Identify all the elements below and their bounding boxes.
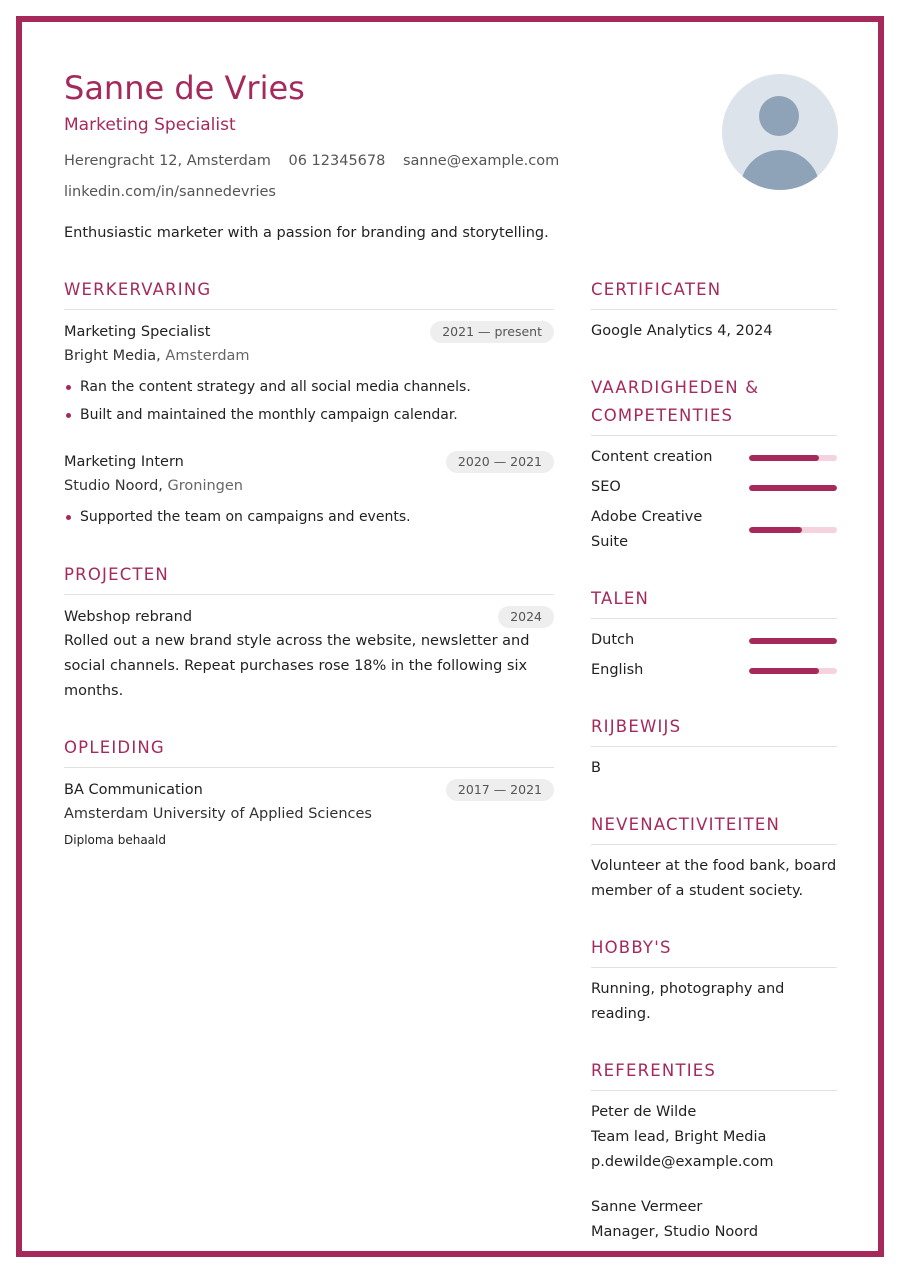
language-level-bar <box>749 638 837 644</box>
language-name: Dutch <box>591 632 635 648</box>
project-entry <box>64 604 554 704</box>
skills-section <box>591 374 837 555</box>
company-name: Studio Noord, <box>64 478 163 494</box>
skill-name: SEO <box>591 479 621 495</box>
date-badge: 2017 — 2021 <box>446 779 554 801</box>
contact-details <box>64 151 572 171</box>
company-name: Bright Media, <box>64 348 161 364</box>
education-note: Diploma behaald <box>64 833 166 847</box>
list-item: Built and maintained the monthly campaign calendar. <box>64 401 554 429</box>
license-value: B <box>591 760 601 776</box>
education-entry <box>64 777 554 853</box>
projects-section <box>64 561 554 704</box>
work-role: Marketing Intern <box>64 453 184 470</box>
resume-page <box>16 16 884 1257</box>
language-level-fill <box>749 668 819 674</box>
reference-name: Sanne Vermeer <box>591 1199 703 1215</box>
skill-level-fill <box>749 455 819 461</box>
hobbies-section <box>591 934 837 1027</box>
candidate-name: Sanne de Vries <box>64 69 305 107</box>
section-title-projects: PROJECTEN <box>64 561 554 595</box>
references-section <box>591 1057 837 1245</box>
school-name: Amsterdam University of Applied Sciences <box>64 806 372 822</box>
section-title-license: RIJBEWIJS <box>591 713 837 747</box>
education-section <box>64 734 554 853</box>
work-entry <box>64 319 554 429</box>
reference-role: Manager, Studio Noord <box>591 1224 759 1240</box>
email-link[interactable]: sanne@example.com <box>402 153 560 169</box>
project-name: Webshop rebrand <box>64 608 193 625</box>
work-bullets <box>64 373 554 429</box>
linkedin-line <box>64 182 289 202</box>
avatar <box>722 74 838 190</box>
reference-entry <box>591 1195 837 1245</box>
language-level-fill <box>749 638 837 644</box>
reference-contact[interactable]: p.dewilde@example.com <box>591 1154 774 1170</box>
activities-section <box>591 811 837 904</box>
date-badge: 2020 — 2021 <box>446 451 554 473</box>
reference-role: Team lead, Bright Media <box>591 1129 767 1145</box>
skill-level-bar <box>749 455 837 461</box>
language-name: English <box>591 662 644 678</box>
skill-level-bar <box>749 485 837 491</box>
list-item: Ran the content strategy and all social media channels. <box>64 373 554 401</box>
certificate-item: Google Analytics 4, 2024 <box>591 323 773 339</box>
list-item: Supported the team on campaigns and events. <box>64 503 554 531</box>
section-title-references: REFERENTIES <box>591 1057 837 1091</box>
degree-name: BA Communication <box>64 781 203 798</box>
phone-text: 06 12345678 <box>288 153 386 169</box>
linkedin-link[interactable]: linkedin.com/in/sannedevries <box>64 184 276 200</box>
section-title-work: WERKERVARING <box>64 276 554 310</box>
address-text: Herengracht 12, Amsterdam <box>64 153 271 169</box>
right-column <box>591 276 837 1257</box>
work-bullets <box>64 503 554 531</box>
project-description: Rolled out a new brand style across the website, newsletter and social channels. Repeat purchases rose 18% in the following six months. <box>64 633 530 699</box>
reference-name: Peter de Wilde <box>591 1104 697 1120</box>
candidate-title: Marketing Specialist <box>64 115 236 135</box>
work-company <box>64 344 554 369</box>
left-column <box>64 276 554 883</box>
skill-level-fill <box>749 527 802 533</box>
date-badge: 2021 — present <box>430 321 554 343</box>
skill-level-fill <box>749 485 837 491</box>
date-badge: 2024 <box>498 606 554 628</box>
language-row <box>591 658 837 683</box>
skill-name: Content creation <box>591 449 713 465</box>
hobbies-text: Running, photography and reading. <box>591 981 785 1022</box>
work-company <box>64 474 554 499</box>
work-entry <box>64 449 554 531</box>
profile-summary: Enthusiastic marketer with a passion for branding and storytelling. <box>64 225 549 241</box>
language-row <box>591 628 837 653</box>
section-title-activities: NEVENACTIVITEITEN <box>591 811 837 845</box>
company-location: Groningen <box>167 478 243 494</box>
skill-row <box>591 505 837 555</box>
section-title-languages: TALEN <box>591 585 837 619</box>
language-level-bar <box>749 668 837 674</box>
section-title-hobbies: HOBBY'S <box>591 934 837 968</box>
certificates-section <box>591 276 837 344</box>
company-location: Amsterdam <box>165 348 250 364</box>
avatar-head-icon <box>759 96 799 136</box>
section-title-skills: VAARDIGHEDEN & COMPETENTIES <box>591 374 837 436</box>
skill-row <box>591 445 837 470</box>
section-title-certificates: CERTIFICATEN <box>591 276 837 310</box>
reference-entry <box>591 1100 837 1175</box>
avatar-body-icon <box>740 150 820 190</box>
work-experience-section <box>64 276 554 531</box>
section-title-education: OPLEIDING <box>64 734 554 768</box>
skill-name: Adobe Creative Suite <box>591 509 703 550</box>
skill-level-bar <box>749 527 837 533</box>
work-role: Marketing Specialist <box>64 323 211 340</box>
skill-row <box>591 475 837 500</box>
license-section <box>591 713 837 781</box>
languages-section <box>591 585 837 683</box>
activities-text: Volunteer at the food bank, board member of a student society. <box>591 858 837 899</box>
